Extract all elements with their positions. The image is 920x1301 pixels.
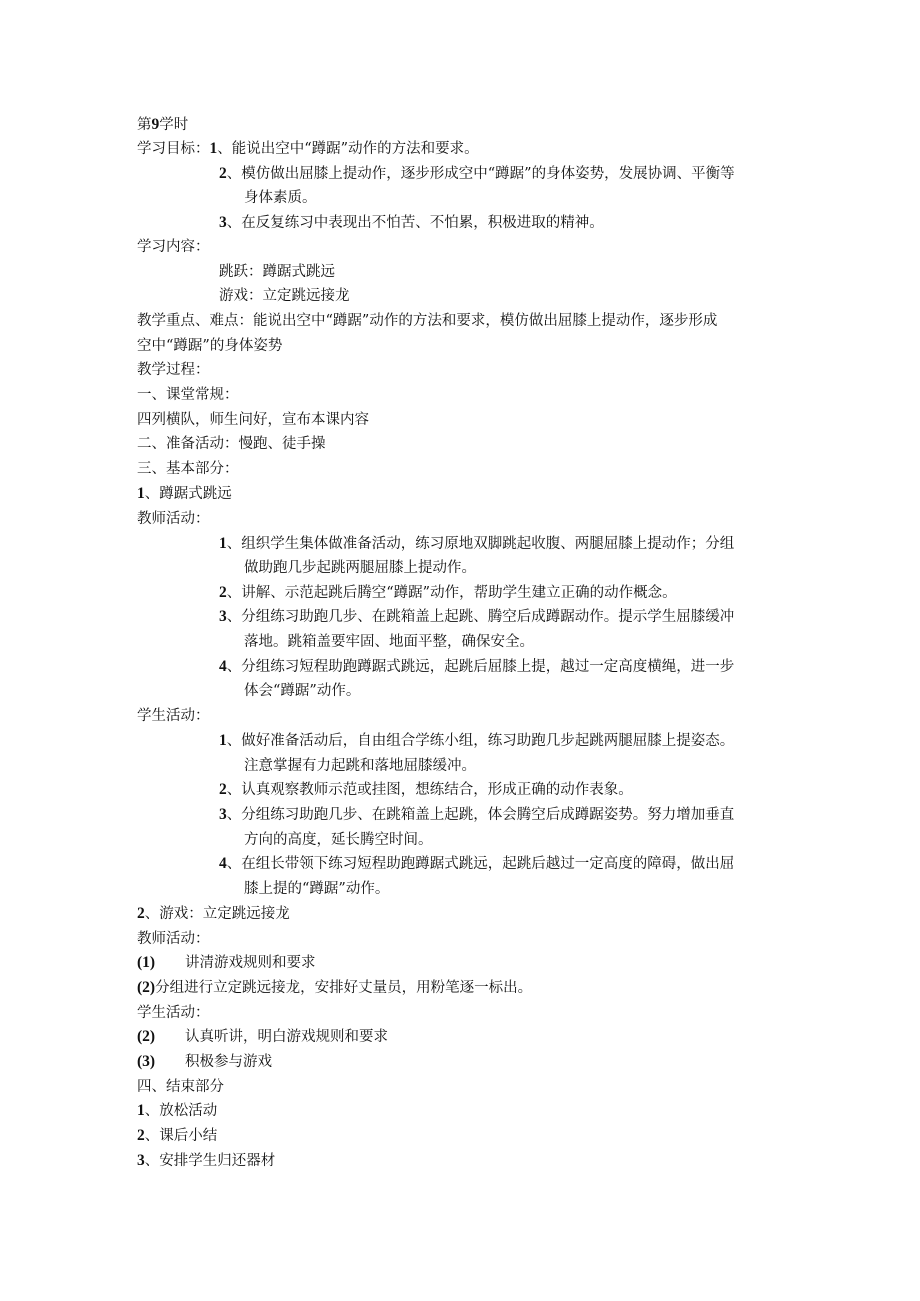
goal-item (137, 139, 479, 159)
section-text: 、游戏：立定跳远接龙 (144, 906, 290, 922)
goal-text-continued: 身体素质。 (244, 190, 317, 206)
goal-number: 1 (209, 140, 218, 157)
teacher-label: 教师活动： (137, 931, 210, 947)
end-item (137, 1151, 275, 1171)
warmup-text: 二、准备活动：慢跑、徒手操 (137, 436, 326, 452)
item-text: 积极参与游戏 (185, 1054, 272, 1070)
item-text: 、安排学生归还器材 (144, 1153, 276, 1169)
section-number: 2 (137, 905, 145, 922)
focus-text-continued: 空中“蹲踞”的身体姿势 (137, 338, 283, 354)
item-number: 2 (219, 584, 227, 601)
item-number: (1) (137, 954, 156, 971)
lesson-heading (137, 115, 188, 135)
goal-number: 3 (219, 214, 227, 231)
item-text: 、在组长带领下练习短程助跑蹲踞式跳远，起跳后越过一定高度的障碍，做出屈 (226, 856, 735, 872)
item-number: 1 (219, 732, 227, 749)
item-text: 、讲解、示范起跳后腾空“蹲踞”动作，帮助学生建立正确的动作概念。 (226, 585, 677, 601)
goal-text: 、模仿做出屈膝上提动作，逐步形成空中“蹲踞”的身体姿势，发展协调、平衡等 (226, 166, 735, 182)
item-number: 1 (137, 1102, 145, 1119)
goal-item (219, 213, 604, 233)
item-text-continued: 体会“蹲踞”动作。 (244, 683, 361, 699)
content-item: 跳跃：蹲踞式跳远 (219, 264, 335, 280)
goal-text: 、在反复练习中表现出不怕苦、不怕累，积极进取的精神。 (226, 215, 604, 231)
lesson-number: 9 (151, 116, 160, 133)
item-number: 2 (137, 1127, 145, 1144)
item-number: (3) (137, 1053, 156, 1070)
item-text: 、分组练习助跑几步、在跳箱盖上起跳、腾空后成蹲踞动作。提示学生屈膝缓冲 (226, 609, 735, 625)
item-number: (2) (137, 1028, 156, 1045)
item-number: 2 (219, 781, 227, 798)
item-text: 、课后小结 (144, 1128, 218, 1144)
item-text: 、分组练习短程助跑蹲踞式跳远，起跳后屈膝上提，越过一定高度横绳，进一步 (226, 659, 735, 675)
teacher-label: 教师活动： (137, 511, 210, 527)
teacher-item (219, 583, 677, 603)
item-text: 、放松活动 (144, 1103, 218, 1119)
process-label: 教学过程： (137, 362, 210, 378)
basic-title: 三、基本部分： (137, 461, 239, 477)
item-number: 3 (219, 806, 227, 823)
item-number: 4 (219, 658, 227, 675)
item-number: 4 (219, 855, 227, 872)
student-label: 学生活动： (137, 708, 210, 724)
game-teacher-item (137, 978, 532, 998)
item-text-continued: 膝上提的“蹲踞”动作。 (244, 881, 390, 897)
student-item (219, 780, 633, 800)
goal-number: 2 (219, 165, 227, 182)
item-text: 、分组练习助跑几步、在跳箱盖上起跳，体会腾空后成蹲踞姿势。努力增加垂直 (226, 807, 735, 823)
section-text: 、蹲踞式跳远 (144, 486, 232, 502)
student-item (219, 731, 734, 751)
game-student-item (137, 1052, 272, 1072)
student-item (219, 854, 734, 874)
section-title (137, 484, 232, 504)
goal-item (219, 164, 735, 184)
routine-text: 四列横队，师生问好，宣布本课内容 (137, 412, 369, 428)
routine-title: 一、课堂常规： (137, 387, 239, 403)
item-text-continued: 注意掌握有力起跳和落地屈膝缓冲。 (244, 758, 476, 774)
content-label: 学习内容： (137, 239, 210, 255)
student-label: 学生活动： (137, 1005, 210, 1021)
item-text-continued: 落地。跳箱盖要牢固、地面平整，确保安全。 (244, 634, 534, 650)
item-text: 、认真观察教师示范或挂图，想练结合，形成正确的动作表象。 (226, 782, 633, 798)
end-item (137, 1101, 217, 1121)
teacher-item (219, 657, 734, 677)
lesson-suffix: 学时 (159, 117, 189, 133)
game-teacher-item (137, 953, 316, 973)
teacher-item (219, 534, 734, 554)
game-student-item (137, 1027, 388, 1047)
end-item (137, 1126, 217, 1146)
focus-text: 教学重点、难点：能说出空中“蹲踞”动作的方法和要求，模仿做出屈膝上提动作，逐步形成 (137, 313, 718, 329)
item-text-continued: 做助跑几步起跳两腿屈膝上提动作。 (244, 560, 476, 576)
lesson-prefix: 第 (137, 117, 152, 133)
item-text: 、做好准备活动后，自由组合学练小组，练习助跑几步起跳两腿屈膝上提姿态。 (226, 733, 735, 749)
item-number: (2) (137, 979, 156, 996)
teacher-item (219, 607, 734, 627)
end-title: 四、结束部分 (137, 1079, 224, 1095)
item-text-continued: 方向的高度，延长腾空时间。 (244, 832, 433, 848)
section-title (137, 904, 290, 924)
item-text: 认真听讲，明白游戏规则和要求 (185, 1029, 388, 1045)
item-number: 3 (219, 608, 227, 625)
item-text: 讲清游戏规则和要求 (185, 955, 316, 971)
goals-label: 学习目标： (137, 141, 210, 157)
item-text: 分组进行立定跳远接龙，安排好丈量员，用粉笔逐一标出。 (155, 980, 533, 996)
item-number: 3 (137, 1152, 145, 1169)
item-number: 1 (219, 535, 227, 552)
content-item: 游戏：立定跳远接龙 (219, 288, 350, 304)
student-item (219, 805, 734, 825)
section-number: 1 (137, 485, 145, 502)
goal-text: 、能说出空中“蹲踞”动作的方法和要求。 (217, 141, 479, 157)
item-text: 、组织学生集体做准备活动，练习原地双脚跳起收腹、两腿屈膝上提动作；分组 (226, 536, 735, 552)
